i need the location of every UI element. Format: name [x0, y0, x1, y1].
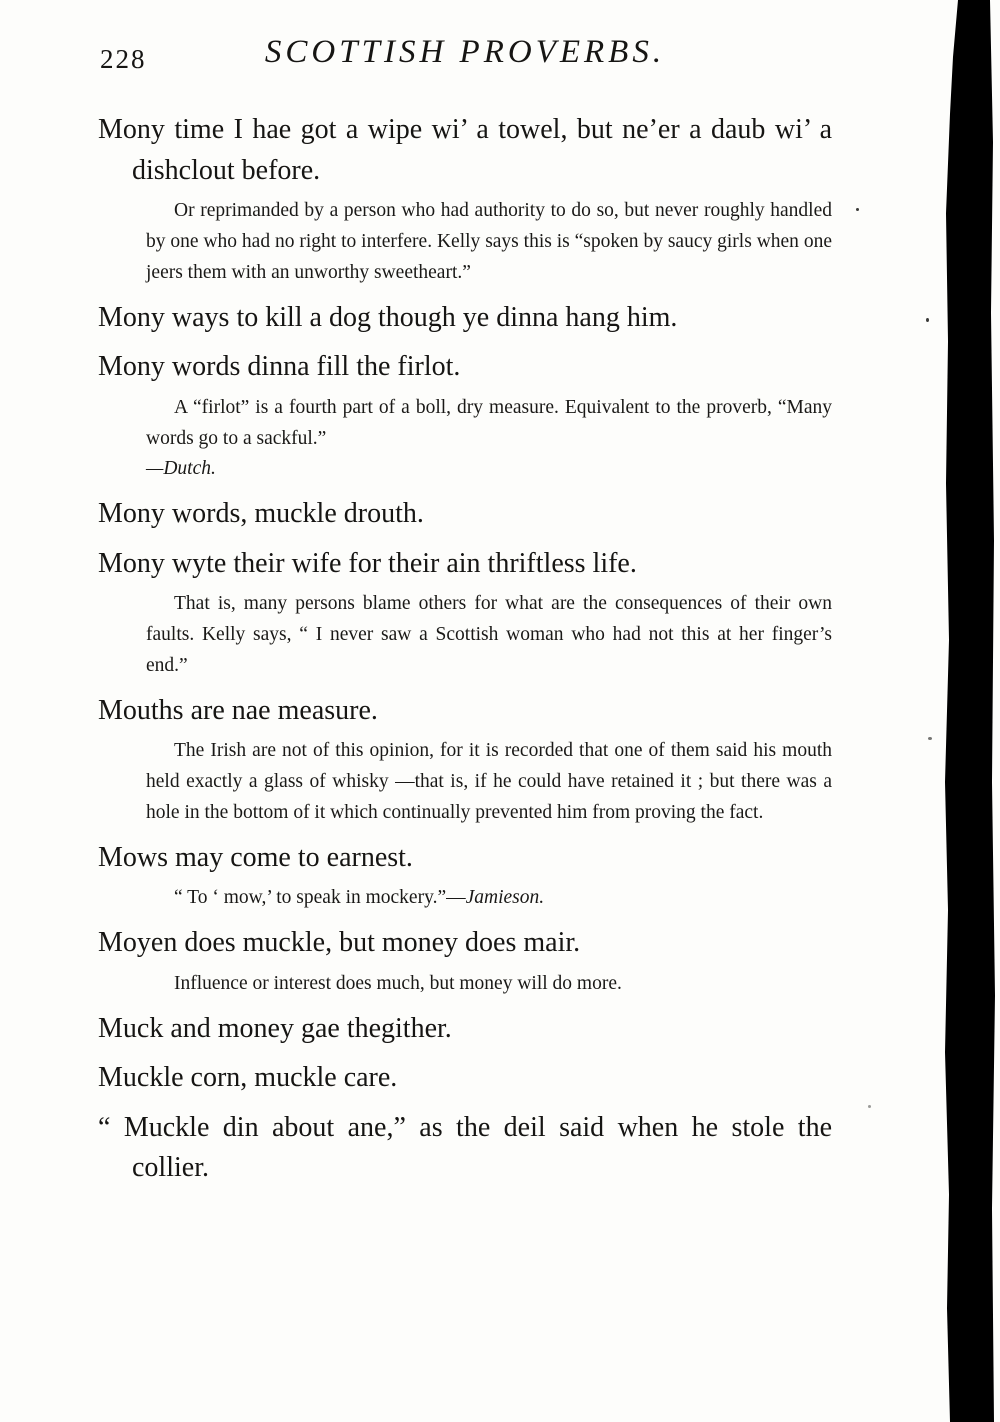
scan-speck	[926, 318, 929, 322]
scan-speck	[856, 208, 859, 211]
proverb-text: Muck and money gae thegither.	[98, 1012, 452, 1044]
scan-gutter-artifact	[940, 0, 1000, 1422]
proverb-text: Mouths are nae measure.	[98, 694, 378, 726]
proverb-entry	[98, 691, 832, 829]
page-title: SCOTTISH PROVERBS.	[264, 34, 666, 70]
proverb-entry	[98, 494, 832, 535]
proverb-entry	[98, 1108, 832, 1189]
proverb-entry	[98, 544, 832, 682]
proverb-text: Mony wyte their wife for their ain thriftless life.	[98, 547, 637, 579]
proverb-note: Or reprimanded by a person who had authority to do so, but never roughly handled by one who had no right to interfere. Kelly says this is “spoken by saucy girls when one jeers them with an unworthy sweetheart.”	[146, 200, 832, 283]
proverb-note	[146, 393, 832, 485]
page-content	[98, 34, 832, 1198]
note-attribution: —Dutch.	[146, 458, 216, 480]
proverb-entry	[98, 1009, 832, 1050]
proverb-text: Moyen does muckle, but money does mair.	[98, 927, 581, 959]
note-text: A “firlot” is a fourth part of a boll, dry measure. Equivalent to the proverb, “Many words go to a sackful.”	[146, 396, 832, 449]
proverb-entry	[98, 923, 832, 999]
proverb-text: Mony words dinna fill the firlot.	[98, 351, 461, 383]
proverb-text: “ Muckle din about ane,” as the deil said when he stole the collier.	[98, 1111, 832, 1184]
proverb-entry	[98, 347, 832, 485]
proverb-text: Mony words, muckle drouth.	[98, 498, 424, 530]
proverb-text: Muckle corn, muckle care.	[98, 1062, 398, 1094]
proverb-entry	[98, 298, 832, 339]
proverb-entry	[98, 838, 832, 914]
scan-speck	[928, 737, 932, 740]
scan-speck	[868, 1105, 871, 1108]
proverb-note: Influence or interest does much, but money will do more.	[174, 972, 622, 994]
proverb-note: That is, many persons blame others for what are the consequences of their own faults. Kelly says, “ I never saw a Scottish woman who had not this at her finger’s end.”	[146, 593, 832, 676]
proverb-text: Mows may come to earnest.	[98, 841, 413, 873]
page-header	[98, 34, 832, 88]
proverb-entry	[98, 110, 832, 289]
proverb-note	[146, 883, 832, 914]
proverb-note: The Irish are not of this opinion, for it is recorded that one of them said his mouth held exactly a glass of whisky —that is, if he could have retained it ; but there was a hole in the bottom of it which continually prevented him from proving the fact.	[146, 740, 832, 823]
note-attribution: Jamieson.	[465, 887, 545, 909]
page-number: 228	[100, 44, 147, 74]
proverb-text: Mony time I hae got a wipe wi’ a towel, but ne’er a daub wi’ a dishclout before.	[98, 114, 832, 186]
proverb-text: Mony ways to kill a dog though ye dinna hang him.	[98, 301, 678, 333]
note-text: “ To ‘ mow,’ to speak in mockery.”—	[174, 887, 466, 909]
proverb-entry	[98, 1058, 832, 1099]
